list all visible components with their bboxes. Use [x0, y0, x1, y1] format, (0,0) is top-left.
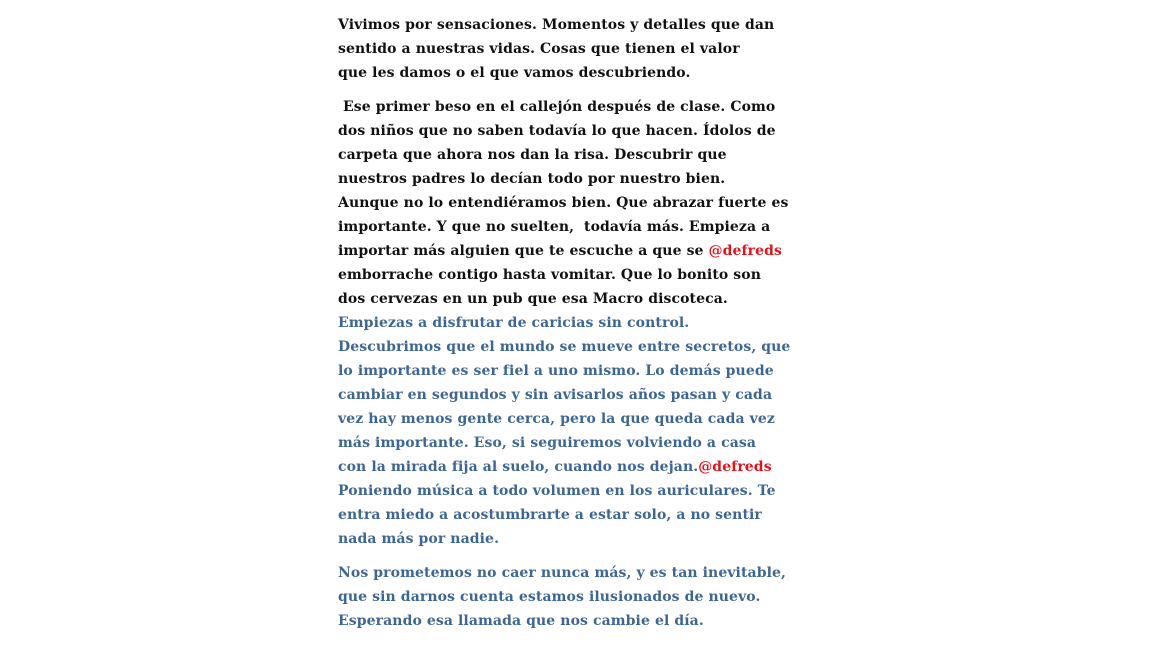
paragraph-3: [338, 561, 787, 633]
text-line-with-mention: [338, 239, 783, 263]
text-line: nada más por nadie.: [338, 531, 500, 547]
document-page: [338, 13, 791, 633]
text-line: más importante. Eso, si seguiremos volviendo a casa: [338, 435, 757, 451]
text-line: dos cervezas en un pub que esa Macro discoteca.: [338, 291, 728, 307]
text-line: Poniendo música a todo volumen en los auriculares. Te: [338, 483, 776, 499]
text-line: Esperando esa llamada que nos cambie el día.: [338, 613, 704, 629]
text-line: dos niños que no saben todavía lo que hacen. Ídolos de: [338, 123, 776, 139]
text-line: Descubrimos que el mundo se mueve entre secretos, que: [338, 339, 791, 355]
text-line: entra miedo a acostumbrarte a estar solo, a no sentir: [338, 507, 762, 523]
text-line: sentido a nuestras vidas. Cosas que tienen el valor: [338, 41, 740, 57]
text-line: Nos prometemos no caer nunca más, y es tan inevitable,: [338, 565, 787, 581]
text-line: vez hay menos gente cerca, pero la que queda cada vez: [338, 411, 775, 427]
text-line: Aunque no lo entendiéramos bien. Que abrazar fuerte es: [338, 195, 789, 211]
mention-link[interactable]: @defreds: [708, 243, 783, 259]
text-line-with-mention: [338, 455, 772, 479]
text-line: lo importante es ser fiel a uno mismo. Lo demás puede: [338, 363, 774, 379]
text-line: que les damos o el que vamos descubriendo.: [338, 65, 691, 81]
mention-link[interactable]: @defreds: [698, 459, 772, 475]
text-segment: con la mirada fija al suelo, cuando nos dejan.: [338, 459, 699, 475]
text-line: Empiezas a disfrutar de caricias sin control.: [338, 315, 690, 331]
text-line: que sin darnos cuenta estamos ilusionados de nuevo.: [338, 589, 761, 605]
text-line: cambiar en segundos y sin avisarlos años pasan y cada: [338, 387, 773, 403]
paragraph-1: [338, 13, 775, 85]
text-segment: importar más alguien que te escuche a que se: [338, 243, 709, 259]
text-line: emborrache contigo hasta vomitar. Que lo bonito son: [338, 267, 761, 283]
text-line: Vivimos por sensaciones. Momentos y detalles que dan: [338, 17, 775, 33]
paragraph-2: [338, 95, 791, 551]
text-line: carpeta que ahora nos dan la risa. Descubrir que: [338, 147, 727, 163]
text-line: Ese primer beso en el callejón después de clase. Como: [338, 99, 776, 115]
text-line: importante. Y que no suelten, todavía más. Empieza a: [338, 219, 771, 235]
text-line: nuestros padres lo decían todo por nuestro bien.: [338, 171, 726, 187]
